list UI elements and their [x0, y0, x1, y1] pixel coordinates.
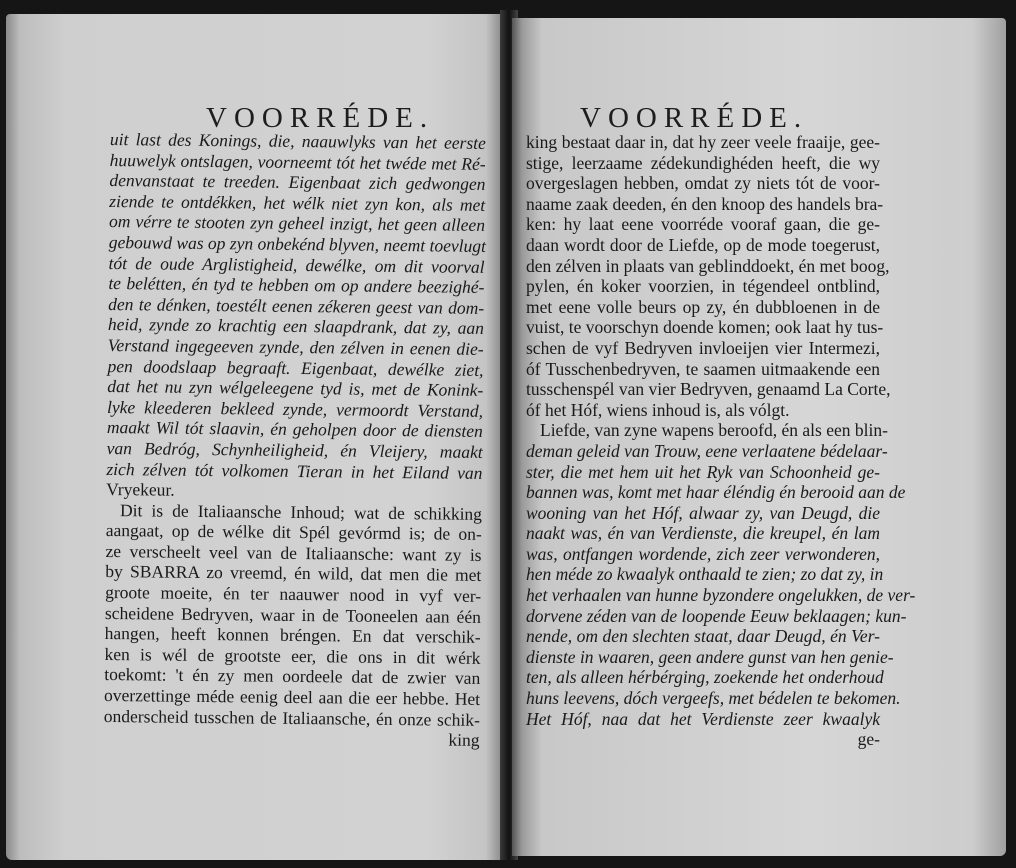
text-line: Dit is de Italiaansche Inhoud; wat de schikking — [119, 499, 483, 524]
text-line: lyke kleederen bekleed zynde, vermoordt Verstand, — [106, 396, 484, 421]
text-line: overzettinge méde eenig deel aan die eer hebbe. Het — [103, 685, 481, 709]
text-line: ken is wél de grootste eer, die ons in dit wérk — [104, 643, 481, 668]
text-line: ge- — [857, 729, 880, 750]
text-line: te belétten, én tyd te hebben om op andere beezighé- — [108, 273, 485, 298]
text-line: pylen, én koker voorzien, in tégendeel ontblind, — [526, 276, 880, 297]
text-line: hangen, heeft konnen bréngen. En dat verschik- — [104, 623, 481, 648]
text-line: ten, als alleen hérbérging, zoekende het onderhoud — [526, 667, 884, 688]
text-line: hen méde zo kwaalyk onthaald te zien; zo dat zy, in — [526, 564, 884, 585]
text-line: óf Tusschenbedryven, te saamen uitmaakende een — [526, 358, 880, 379]
text-line: denvanstaat te treeden. Eigenbaat zich gedwongen — [109, 170, 486, 195]
text-line: heid, zynde zo krachtig een slaapdrank, dat zy, aan — [107, 314, 485, 339]
text-line: king — [448, 729, 480, 751]
text-line: dat het nu zyn wélgeleegene tyd is, met de Konink- — [107, 376, 484, 401]
text-line: Vryekeur. — [106, 479, 175, 500]
text-line: naakt was, én van Verdienste, die kreupel, én lam — [526, 523, 880, 544]
text-line: den zélven in plaats van geblinddoekt, én met boog, — [526, 255, 890, 276]
text-line: ziende te ontdékken, het wélk niet zyn kon, als met — [109, 190, 486, 215]
text-line: tót de oude Arglistigheid, dewélke, om dit voorval — [108, 252, 485, 277]
text-line: naame zaak deeden, én den knoop des handels bra- — [526, 193, 884, 214]
text-line: ster, die met hem uit het Ryk van Schoonheid ge- — [526, 461, 880, 482]
text-line: nende, om den slechten staat, daar Deugd, én Ver- — [526, 626, 880, 647]
right-page-text — [526, 132, 916, 750]
text-line: uit last des Konings, die, naauwlyks van het eerste — [109, 129, 486, 153]
text-line: wooning van het Hóf, alwaar zy, van Deugd, die — [526, 502, 880, 523]
text-line: overgeslagen hebben, omdat zy niets tót de voor- — [526, 173, 880, 194]
text-line: king bestaat daar in, dat hy zeer veele fraaije, gee- — [526, 132, 880, 152]
text-line: aangaat, op de wélke dit Spél gevórmd is; de on- — [105, 520, 482, 545]
text-line: óf het Hóf, wiens inhoud is, als vólgt. — [526, 399, 790, 420]
text-line: ze verscheelt veel van de Italiaansche: want zy is — [105, 540, 482, 565]
right-page — [512, 18, 1006, 856]
text-line: gebouwd was op zyn onbekénd blyven, neemt toevlugt — [108, 231, 487, 256]
text-line: dorvene zéden van de loopende Eeuw beklaagen; kun- — [526, 605, 907, 626]
text-line: zich zélven tót volkomen Tieran in het Eiland van — [106, 458, 483, 483]
text-line: van Bedróg, Schynheiligheid, én Vleijery, maakt — [106, 437, 483, 462]
text-line: den te dénken, toestélt eenen zékeren geest van dom- — [108, 293, 485, 318]
text-line: ken: hy laat eene voorréde vooraf gaan, die ge- — [526, 214, 880, 235]
text-line: Het Hóf, naa dat het Verdienste zeer kwaalyk — [526, 708, 880, 729]
text-line: scheidene Bedryven, waar in de Tooneelen aan één — [104, 602, 482, 627]
text-line: huuwelyk ontslagen, voorneemt tót het twéde met Ré- — [109, 149, 486, 174]
text-line: Verstand ingegeeven zynde, den zélven in eenen die- — [107, 334, 484, 359]
text-line: onderscheid tusschen de Italiaansche, én onze schik- — [103, 705, 480, 730]
left-page — [6, 14, 506, 860]
text-line: huns leevens, dóch vergeefs, met bédelen te bekomen. — [526, 688, 901, 709]
text-line: met eene volle beurs op zy, én dubbloenen in de — [526, 296, 880, 317]
text-line: dienste in waaren, geen andere gunst van hen genie- — [526, 646, 894, 667]
text-line: deman geleid van Trouw, eene verlaatene bédelaar- — [526, 440, 888, 461]
left-page-text — [104, 129, 486, 751]
text-line: het verhaalen van hunne byzondere ongelukken, de ver- — [526, 585, 916, 606]
text-line: daan wordt door de Liefde, op de mode toegerust, — [526, 234, 880, 255]
text-line: Liefde, van zyne wapens beroofd, én als een blin- — [540, 420, 888, 441]
text-line: by SBARRA zo vreemd, én wild, dat men die met — [105, 561, 482, 586]
text-line: was, ontfangen wordende, zich zeer verwonderen, — [526, 543, 880, 564]
text-line: schen de vyf Bedryven invloeijen vier Intermezi, — [526, 337, 880, 358]
text-line: om vérre te stooten zyn geheel inzigt, het geen alleen — [108, 211, 486, 236]
page-heading-left: VOORRÉDE. — [206, 102, 435, 134]
text-line: bannen was, komt met haar éléndig én berooid aan de — [526, 482, 906, 503]
text-line: maakt Wil tót slaavin, én geholpen door de diensten — [106, 417, 483, 442]
page-heading-right: VOORRÉDE. — [580, 102, 809, 134]
text-line: pen doodslaap begraaft. Eigenbaat, dewélke ziet, — [107, 355, 484, 380]
text-line: stige, leerzaame zédekundighéden heeft, die wy — [526, 152, 880, 173]
text-line: tusschenspél van vier Bedryven, genaamd La Corte, — [526, 379, 891, 400]
text-line: toekomt: 't én zy men oordeele dat de zwier van — [104, 664, 481, 689]
text-line: vuist, te voorschyn doende komen; ook laat hy tus- — [526, 317, 884, 338]
text-line: groote moeite, én ter naauwer nood in vyf ver- — [105, 582, 482, 606]
